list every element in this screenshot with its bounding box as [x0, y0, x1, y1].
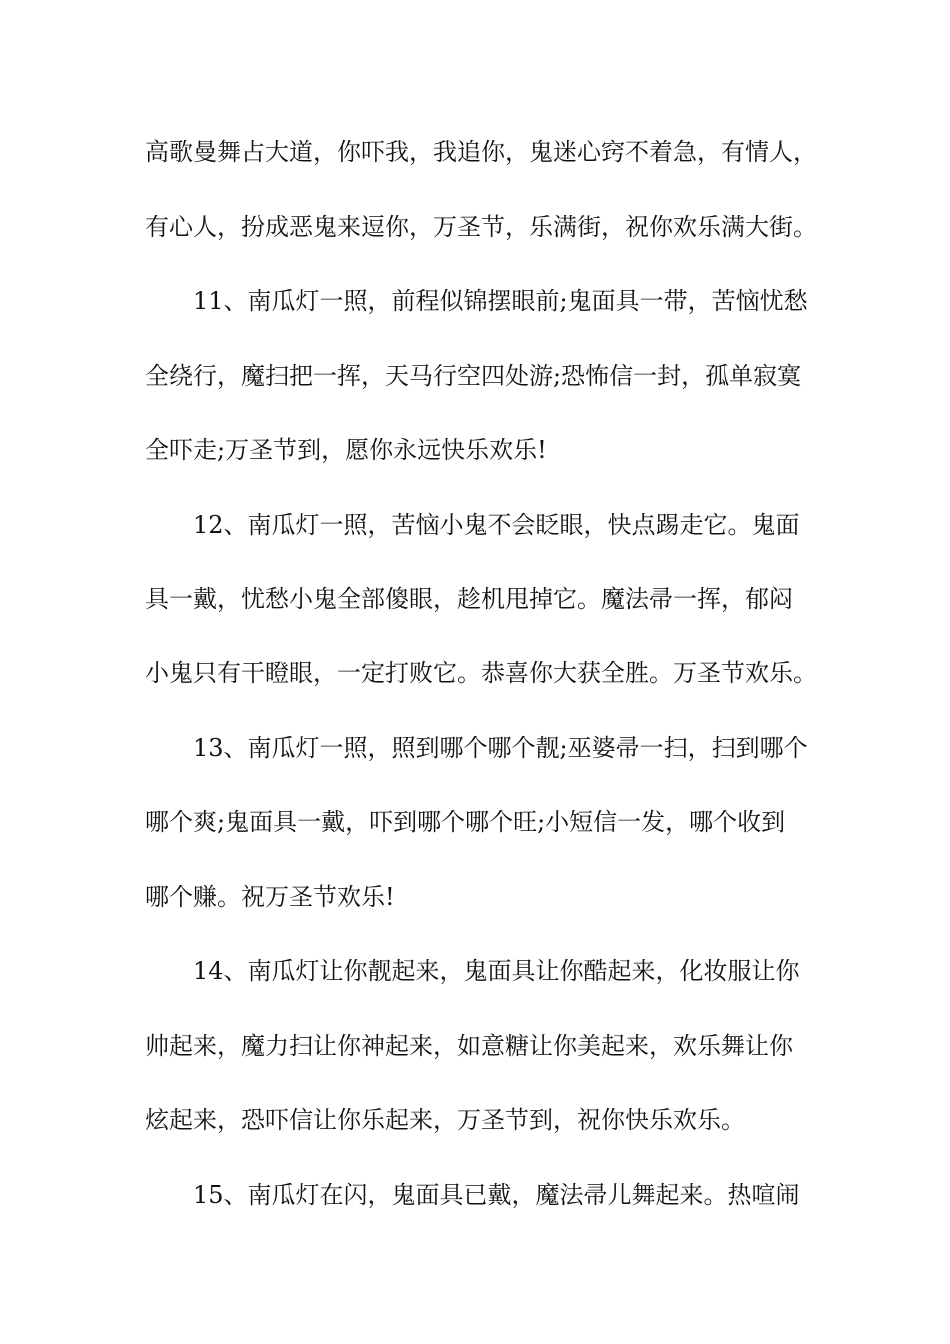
text-line: 哪个赚。祝万圣节欢乐!	[145, 883, 395, 911]
text-line: 全吓走;万圣节到，愿你永远快乐欢乐!	[145, 436, 547, 464]
paragraph-12-start: 12、南瓜灯一照，苦恼小鬼不会眨眼，快点踢走它。鬼面	[193, 511, 800, 539]
paragraph-15-start: 15、南瓜灯在闪，鬼面具已戴，魔法帚儿舞起来。热喧闹	[193, 1181, 800, 1209]
text-line: 全绕行，魔扫把一挥，天马行空四处游;恐怖信一封，孤单寂寞	[145, 362, 802, 390]
paragraph-14-start: 14、南瓜灯让你靓起来，鬼面具让你酷起来，化妆服让你	[193, 957, 800, 985]
paragraph-11-start: 11、南瓜灯一照，前程似锦摆眼前;鬼面具一带，苦恼忧愁	[193, 287, 808, 315]
text-line: 具一戴，忧愁小鬼全部傻眼，趁机甩掉它。魔法帚一挥，郁闷	[145, 585, 793, 613]
text-line: 高歌曼舞占大道，你吓我，我追你，鬼迷心窍不着急，有情人，	[145, 138, 817, 166]
text-line: 有心人，扮成恶鬼来逗你，万圣节，乐满街，祝你欢乐满大街。	[145, 213, 817, 241]
paragraph-13-start: 13、南瓜灯一照，照到哪个哪个靓;巫婆帚一扫，扫到哪个	[193, 734, 808, 762]
text-line: 小鬼只有干瞪眼，一定打败它。恭喜你大获全胜。万圣节欢乐。	[145, 659, 817, 687]
text-line: 哪个爽;鬼面具一戴，吓到哪个哪个旺;小短信一发，哪个收到	[145, 808, 786, 836]
text-line: 帅起来，魔力扫让你神起来，如意糖让你美起来，欢乐舞让你	[145, 1032, 793, 1060]
text-line: 炫起来，恐吓信让你乐起来，万圣节到，祝你快乐欢乐。	[145, 1106, 745, 1134]
